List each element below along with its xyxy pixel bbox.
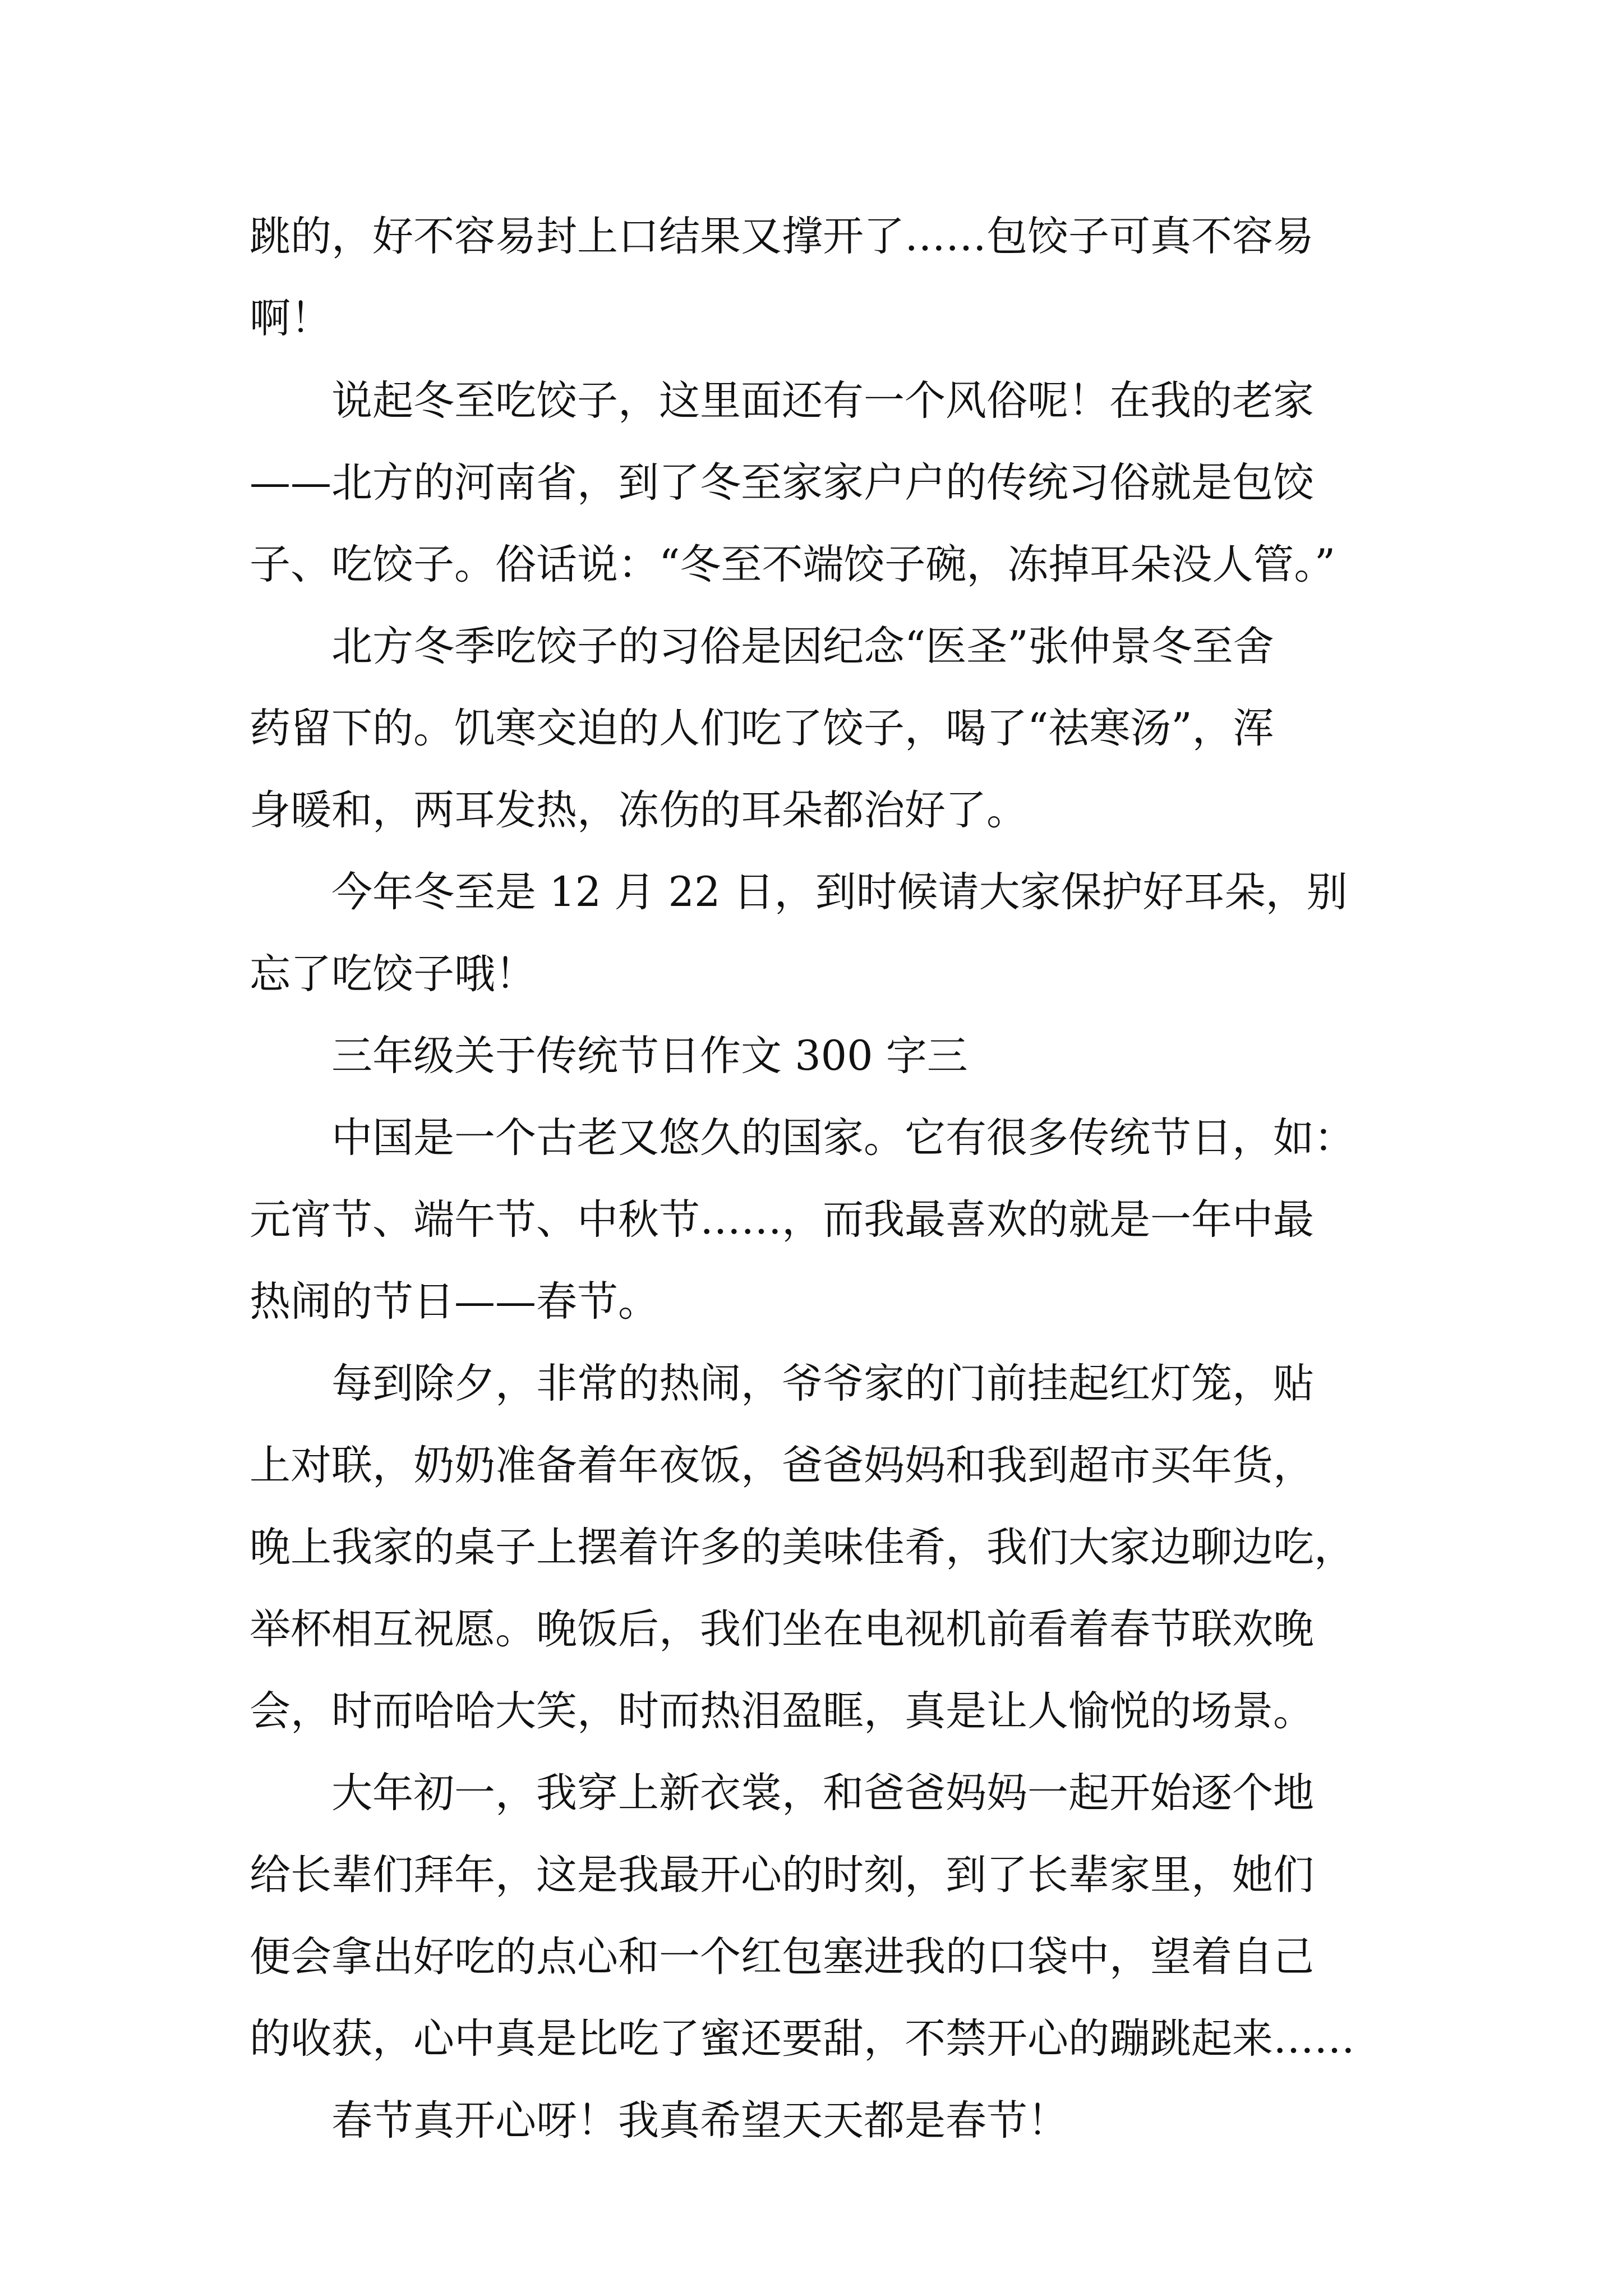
text-line: 会，时而哈哈大笑，时而热泪盈眶，真是让人愉悦的场景。 [250,1687,1314,1735]
section-heading: 三年级关于传统节日作文 300 字三 [331,1032,968,1080]
text-line: 晚上我家的桌子上摆着许多的美味佳肴，我们大家边聊边吃， [250,1524,1355,1571]
text-line: 举杯相互祝愿。晚饭后，我们坐在电视机前看着春节联欢晚 [250,1605,1314,1653]
text-line: 身暖和，两耳发热，冻伤的耳朵都治好了。 [250,786,1027,834]
text-line: 子、吃饺子。俗话说：“冬至不端饺子碗，冻掉耳朵没人管。” [250,541,1336,588]
text-line: 啊！ [250,295,331,342]
text-line: 忘了吃饺子哦！ [250,950,536,998]
text-line: 的收获，心中真是比吃了蜜还要甜，不禁开心的蹦跳起来…… [250,2015,1355,2063]
paragraph-first-line: 春节真开心呀！我真希望天天都是春节！ [331,2097,1068,2145]
text-line: 元宵节、端午节、中秋节……，而我最喜欢的就是一年中最 [250,1196,1314,1244]
text-line: 热闹的节日——春节。 [250,1278,659,1326]
text-line: 上对联，奶奶准备着年夜饭，爸爸妈妈和我到超市买年货， [250,1442,1314,1489]
paragraph-first-line: 说起冬至吃饺子，这里面还有一个风俗呢！在我的老家 [331,377,1314,425]
text-line: 给长辈们拜年，这是我最开心的时刻，到了长辈家里，她们 [250,1851,1314,1899]
paragraph-first-line: 大年初一，我穿上新衣裳，和爸爸妈妈一起开始逐个地 [331,1769,1314,1817]
paragraph-first-line: 北方冬季吃饺子的习俗是因纪念“医圣”张仲景冬至舍 [331,623,1274,670]
text-line: 跳的，好不容易封上口结果又撑开了……包饺子可真不容易 [250,213,1314,260]
paragraph-first-line: 今年冬至是 12 月 22 日，到时候请大家保护好耳朵，别 [331,868,1348,916]
text-line: 药留下的。饥寒交迫的人们吃了饺子，喝了“祛寒汤”，浑 [250,705,1274,752]
text-line: 便会拿出好吃的点心和一个红包塞进我的口袋中，望着自己 [250,1933,1314,1981]
text-line: ——北方的河南省，到了冬至家家户户的传统习俗就是包饺 [250,459,1314,507]
paragraph-first-line: 每到除夕，非常的热闹，爷爷家的门前挂起红灯笼，贴 [331,1360,1314,1407]
paragraph-first-line: 中国是一个古老又悠久的国家。它有很多传统节日，如： [331,1114,1355,1162]
